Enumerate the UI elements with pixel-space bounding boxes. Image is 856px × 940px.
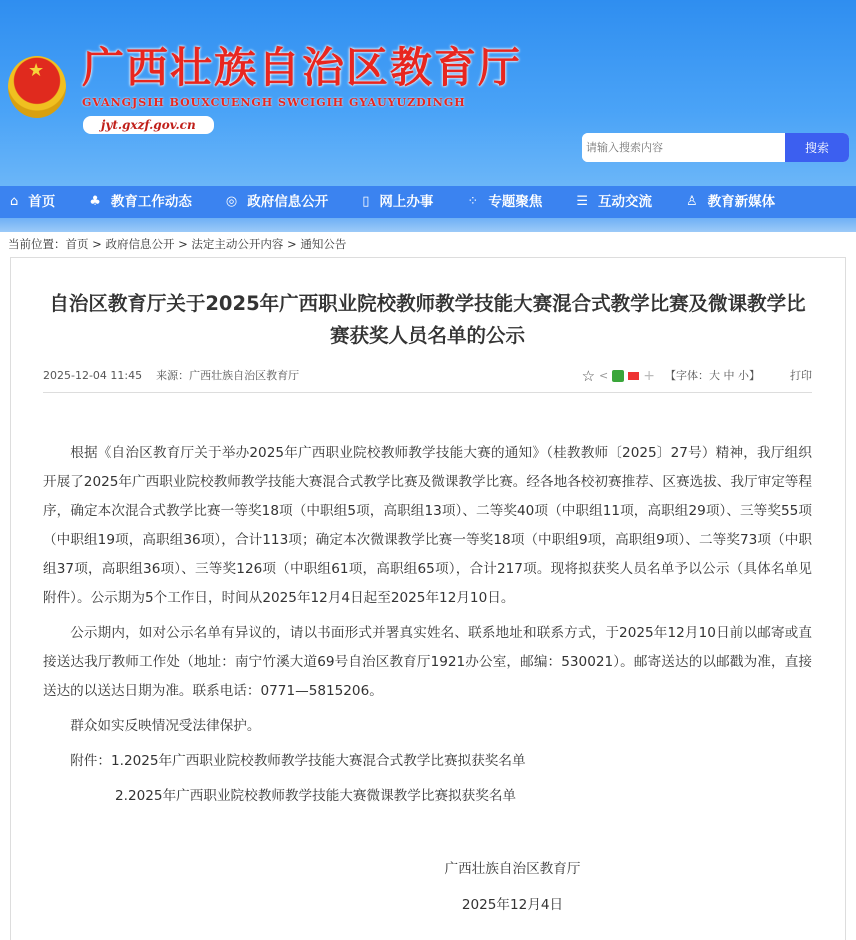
nav-label: 政府信息公开 (247, 194, 329, 210)
site-header (0, 0, 856, 186)
site-title: 广西壮族自治区教育厅 (82, 43, 523, 92)
breadcrumb-home[interactable]: 首页 (65, 237, 89, 251)
breadcrumb-statutory[interactable]: 法定主动公开内容 (191, 237, 284, 251)
breadcrumb-sep: > (283, 237, 301, 251)
share-icon[interactable]: < (599, 369, 609, 382)
font-size-control[interactable]: 【字体：大 中 小】 (665, 369, 760, 382)
sign-date: 2025年12月4日 (461, 897, 564, 913)
search-bar (582, 133, 849, 162)
nav-label: 专题聚焦 (488, 194, 543, 210)
grid-icon: ⁘ (467, 194, 479, 209)
article-meta (43, 368, 812, 393)
print-button[interactable]: 打印 (790, 369, 812, 382)
attachment-link-2[interactable]: 2.2025年广西职业院校教师教学技能大赛微课教学比赛拟获奖名单 (115, 788, 517, 804)
weibo-share-icon[interactable] (628, 372, 639, 380)
breadcrumb-prefix: 当前位置： (8, 237, 66, 251)
nav-band (0, 218, 856, 232)
nav-item-gov-info[interactable] (226, 186, 328, 218)
breadcrumb-gov-info[interactable]: 政府信息公开 (105, 237, 175, 251)
breadcrumb (0, 232, 856, 256)
main-nav (0, 186, 856, 218)
media-icon: ♙ (685, 194, 698, 209)
more-share-icon[interactable]: + (643, 368, 655, 384)
search-input[interactable] (582, 133, 785, 162)
nav-label: 教育工作动态 (110, 194, 192, 210)
breadcrumb-notices[interactable]: 通知公告 (300, 237, 347, 251)
chat-icon: ◎ (225, 194, 238, 209)
nav-label: 互动交流 (597, 194, 652, 210)
document-icon: ▯ (362, 194, 370, 209)
search-button[interactable]: 搜索 (785, 133, 849, 162)
nav-item-education-news[interactable] (89, 186, 192, 218)
nav-label: 教育新媒体 (707, 194, 776, 210)
article-body (43, 439, 812, 920)
paragraph: 根据《自治区教育厅关于举办2025年广西职业院校教师教学技能大赛的通知》（桂教教师〔2025〕27号）精神，我厅组织开展了2025年广西职业院校教师教学技能大赛混合式教学比赛及微课教学比赛。经各地各校初赛推荐、区赛选拔、我厅审定等程序，确定本次混合式教学比赛一等奖18项（中职组5项，高职组13项）、二等奖40项（中职组11项，高职组29项）、三等奖55项（中职组19项，高职组36项），合计113项；确定本次微课教学比赛一等奖18项（中职组9项，高职组9项）、二等奖73项（中职组37项，高职组36项）、三等奖126项（中职组61项，高职组65项），合计217项。现将拟获奖人员名单予以公示（具体名单见附件）。公示期为5个工作日，时间从2025年12月4日起至2025年12月10日。 (43, 445, 812, 606)
nav-item-online-services[interactable] (362, 186, 433, 218)
nav-item-new-media[interactable] (686, 186, 775, 218)
nav-label: 首页 (28, 194, 56, 210)
article-source: 来源：广西壮族自治区教育厅 (156, 369, 300, 382)
paragraph: 群众如实反映情况受法律保护。 (70, 718, 261, 734)
nav-label: 网上办事 (379, 194, 434, 210)
paragraph: 公示期内，如对公示名单有异议的，请以书面形式并署真实姓名、联系地址和联系方式，于2025年12月10日前以邮寄或直接送达我厅教师工作处（地址：南宁竹溪大道69号自治区教育厅1921办公室，邮编：530021）。邮寄送达的以邮戳为准，直接送达的以送达日期为准。联系电话：0771—5815206。 (43, 625, 812, 699)
attachment-link-1[interactable]: 附件：1.2025年广西职业院校教师教学技能大赛混合式教学比赛拟获奖名单 (70, 753, 526, 769)
signpost-icon: ☰ (576, 194, 588, 209)
nav-item-interaction[interactable] (576, 186, 652, 218)
publish-date: 2025-12-04 11:45 (43, 369, 143, 382)
breadcrumb-sep: > (88, 237, 106, 251)
org-chart-icon: ♣ (89, 194, 101, 209)
article-container (10, 257, 846, 940)
site-url[interactable]: jyt.gxzf.gov.cn (83, 116, 214, 134)
wechat-share-icon[interactable] (612, 370, 624, 382)
favorite-star-icon[interactable]: ☆ (581, 367, 596, 385)
national-emblem-icon: ★ (8, 56, 66, 118)
article-title: 自治区教育厅关于2025年广西职业院校教师教学技能大赛混合式教学比赛及微课教学比赛获奖人员名单的公示 (49, 292, 806, 347)
nav-item-topics[interactable] (467, 186, 542, 218)
breadcrumb-sep: > (174, 237, 192, 251)
home-icon: ⌂ (10, 194, 19, 209)
nav-item-home[interactable] (10, 186, 55, 218)
signer: 广西壮族自治区教育厅 (444, 861, 581, 877)
site-subtitle: GVANGJSIH BOUXCUENGH SWCIGIH GYAUYUZDINGH (82, 96, 466, 109)
